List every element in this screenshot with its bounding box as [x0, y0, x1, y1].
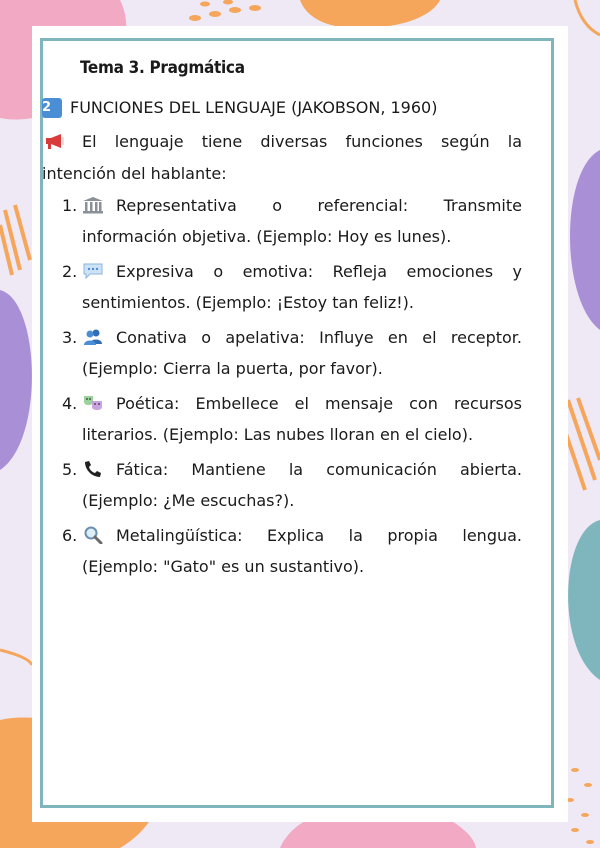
list-item — [42, 190, 522, 252]
list-item-text: Metalingüística: Explica la propia lengua. (Ejemplo: "Gato" es un sustantivo). — [82, 526, 522, 576]
list-item-text: Representativa o referencial: Transmite información objetiva. (Ejemplo: Hoy es lunes). — [82, 196, 522, 246]
intro-paragraph — [42, 126, 522, 190]
theater-masks-icon — [82, 394, 104, 412]
keycap-number-icon: 2 — [42, 98, 62, 118]
list-item-number: 1. — [62, 196, 78, 215]
magnifying-glass-icon — [82, 526, 104, 544]
orange-line-left — [0, 650, 32, 665]
section-heading — [42, 92, 522, 124]
list-item-text: Poética: Embellece el mensaje con recursos literarios. (Ejemplo: Las nubes lloran en el cielo). — [82, 394, 522, 444]
list-item-text: Expresiva o emotiva: Refleja emociones y sentimientos. (Ejemplo: ¡Estoy tan feliz!). — [82, 262, 522, 312]
list-item — [42, 256, 522, 318]
list-item — [42, 388, 522, 450]
orange-blob-top — [300, 0, 440, 28]
list-item-number: 6. — [62, 526, 78, 545]
document-content — [42, 58, 522, 586]
purple-blob-left — [0, 290, 32, 470]
list-item — [42, 520, 522, 582]
list-item-text: Conativa o apelativa: Influye en el receptor. (Ejemplo: Cierra la puerta, por favor). — [82, 328, 522, 378]
teal-blob-right — [568, 520, 600, 680]
list-item-text: Fática: Mantiene la comunicación abierta. (Ejemplo: ¿Me escuchas?). — [82, 460, 522, 510]
list-item-number: 3. — [62, 328, 78, 347]
purple-blob-right — [570, 150, 600, 330]
orange-stripes-left — [0, 205, 30, 275]
section-heading-text: FUNCIONES DEL LENGUAJE (JAKOBSON, 1960) — [70, 98, 438, 117]
list-item — [42, 322, 522, 384]
page-title: Tema 3. Pragmática — [80, 58, 245, 78]
telephone-icon — [82, 460, 104, 478]
list-item-number: 4. — [62, 394, 78, 413]
list-item — [42, 454, 522, 516]
people-icon — [82, 328, 104, 346]
speech-bubble-icon — [82, 262, 104, 280]
orange-dots-top — [189, 0, 261, 21]
orange-dots-bottom-right — [566, 768, 594, 844]
functions-list — [42, 190, 522, 582]
list-item-number: 2. — [62, 262, 78, 281]
classical-building-icon — [82, 196, 104, 214]
list-item-number: 5. — [62, 460, 78, 479]
megaphone-icon — [42, 133, 68, 149]
pink-curve-top-right — [575, 0, 600, 35]
intro-text: El lenguaje tiene diversas funciones según la intención del hablante: — [42, 132, 522, 183]
